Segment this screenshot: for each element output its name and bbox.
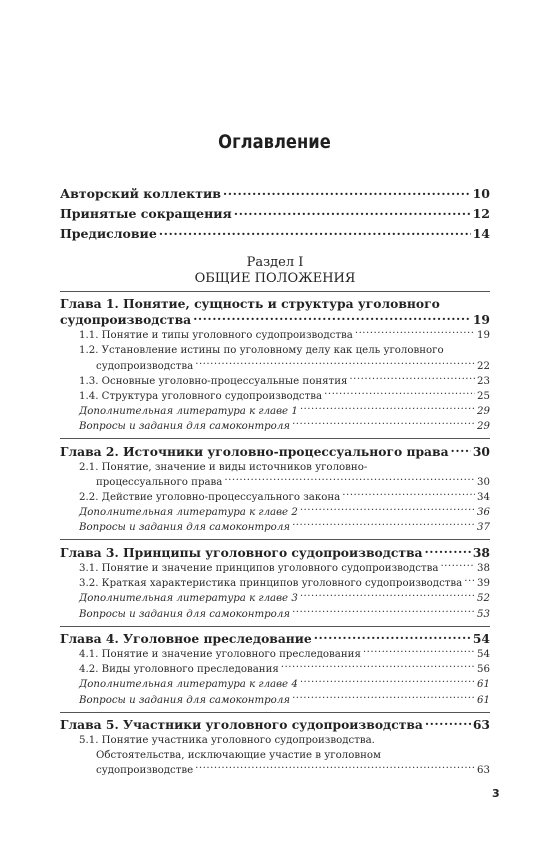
chapter-title-line: судопроизводства xyxy=(60,312,192,328)
toc-item[interactable] xyxy=(60,733,490,778)
entry-page: 12 xyxy=(472,205,490,221)
entry-text: Принятые сокращения xyxy=(60,205,232,221)
item-page: 29 xyxy=(477,406,490,418)
item-text: 4.1. Понятие и значение уголовного преследования xyxy=(79,649,361,660)
item-page: 39 xyxy=(477,578,490,590)
front-entry[interactable] xyxy=(60,205,490,225)
chapter-page: 63 xyxy=(472,716,490,732)
toc-item[interactable] xyxy=(60,490,490,505)
leader-dots xyxy=(355,328,475,338)
item-page: 37 xyxy=(477,522,490,534)
leader-dots xyxy=(349,374,475,384)
toc-item[interactable] xyxy=(60,647,490,662)
leader-dots xyxy=(425,544,471,556)
item-text: 3.1. Понятие и значение принципов уголовного судопроизводства xyxy=(79,562,439,574)
chapter-block xyxy=(60,296,490,434)
toc-item[interactable] xyxy=(60,328,490,343)
leader-dots xyxy=(159,225,471,238)
item-text: Вопросы и задания для самоконтроля xyxy=(79,522,291,534)
chapter-title[interactable] xyxy=(60,631,490,647)
item-text: 5.1. Понятие участника уголовного судопроизводства. xyxy=(79,734,375,746)
item-text: Дополнительная литература к главе 1 xyxy=(79,406,298,418)
toc-item[interactable] xyxy=(60,374,490,389)
leader-dots xyxy=(300,404,475,414)
entry-page: 10 xyxy=(472,185,490,201)
toc-item[interactable] xyxy=(60,561,490,576)
section-label: Раздел I xyxy=(246,255,304,270)
item-text: 4.2. Виды уголовного преследования xyxy=(79,664,279,676)
item-page: 54 xyxy=(477,649,490,660)
item-text: 1.1. Понятие и типы уголовного судопроизводства xyxy=(79,330,353,342)
toc-item[interactable] xyxy=(60,404,490,419)
item-text: Вопросы и задания для самоконтроля xyxy=(79,608,291,620)
item-page: 19 xyxy=(477,330,490,342)
divider xyxy=(60,438,490,439)
chapter-title[interactable] xyxy=(60,443,490,459)
item-page: 56 xyxy=(477,664,490,676)
leader-dots xyxy=(300,591,475,601)
item-page: 38 xyxy=(477,562,490,574)
divider xyxy=(60,626,490,627)
chapter-page: 30 xyxy=(472,443,490,459)
item-page: 61 xyxy=(477,694,490,706)
page-number: 3 xyxy=(492,787,500,800)
item-text: Дополнительная литература к главе 4 xyxy=(79,679,298,691)
toc-item[interactable] xyxy=(60,505,490,520)
leader-dots xyxy=(440,561,475,571)
item-text-cont: судопроизводства xyxy=(96,360,194,372)
leader-dots xyxy=(300,505,475,515)
item-page: 29 xyxy=(477,421,490,433)
chapter-page: 38 xyxy=(472,544,490,560)
chapter-title-line: Глава 2. Источники уголовно-процессуального права xyxy=(60,443,449,459)
divider xyxy=(60,712,490,713)
item-text-cont: судопроизводстве xyxy=(96,765,194,777)
entry-page: 14 xyxy=(472,225,490,241)
leader-dots xyxy=(234,205,471,218)
front-matter xyxy=(60,185,490,245)
item-page: 52 xyxy=(477,593,490,605)
leader-dots xyxy=(292,520,475,530)
chapter-title-line: Глава 5. Участники уголовного судопроизводства xyxy=(60,716,423,732)
item-text: Дополнительная литература к главе 3 xyxy=(79,593,298,605)
leader-dots xyxy=(464,576,475,586)
item-text: 2.2. Действие уголовно-процессуального закона xyxy=(79,492,341,504)
leader-dots xyxy=(300,677,475,687)
section-heading xyxy=(60,255,490,287)
item-page: 34 xyxy=(477,492,490,504)
chapter-block xyxy=(60,717,490,778)
toc-item[interactable] xyxy=(60,606,490,621)
leader-dots xyxy=(292,692,475,702)
toc-item[interactable] xyxy=(60,662,490,677)
chapter-title[interactable] xyxy=(60,544,490,560)
item-page: 53 xyxy=(477,608,490,620)
divider xyxy=(60,539,490,540)
item-text: 2.1. Понятие, значение и виды источников уголовно- xyxy=(79,461,368,473)
section-name: ОБЩИЕ ПОЛОЖЕНИЯ xyxy=(194,271,356,286)
leader-dots xyxy=(314,631,471,643)
item-page: 22 xyxy=(477,360,490,372)
chapter-title-line: Глава 1. Понятие, сущность и структура уголовного xyxy=(60,296,440,311)
chapter-block xyxy=(60,544,490,621)
leader-dots xyxy=(281,662,475,672)
toc-item[interactable] xyxy=(60,677,490,692)
toc-item[interactable] xyxy=(60,692,490,707)
toc-item[interactable] xyxy=(60,460,490,490)
toc-item[interactable] xyxy=(60,343,490,373)
item-page: 63 xyxy=(477,765,490,777)
toc-title: Оглавление xyxy=(218,131,331,153)
toc-item[interactable] xyxy=(60,576,490,591)
leader-dots xyxy=(193,312,471,324)
leader-dots xyxy=(224,475,475,485)
item-page: 23 xyxy=(477,375,490,387)
front-entry[interactable] xyxy=(60,225,490,245)
chapter-title[interactable] xyxy=(60,296,490,328)
front-entry[interactable] xyxy=(60,185,490,205)
item-text: 1.4. Структура уголовного судопроизводства xyxy=(79,391,323,403)
chapter-title-line: Глава 4. Уголовное преследование xyxy=(60,630,312,646)
item-text-cont: процессуального права xyxy=(96,476,223,488)
item-page: 36 xyxy=(477,507,490,519)
chapter-page: 54 xyxy=(472,630,490,646)
toc-item[interactable] xyxy=(60,419,490,434)
item-text: Вопросы и задания для самоконтроля xyxy=(79,694,291,706)
table-of-contents xyxy=(60,185,490,778)
leader-dots xyxy=(324,389,475,399)
item-text-cont: Обстоятельства, исключающие участие в уголовном xyxy=(96,749,381,761)
leader-dots xyxy=(195,358,475,368)
leader-dots xyxy=(363,647,475,657)
leader-dots xyxy=(342,490,475,500)
chapter-block xyxy=(60,443,490,535)
leader-dots xyxy=(425,717,471,729)
entry-text: Предисловие xyxy=(60,225,157,241)
chapter-title-line: Глава 3. Принципы уголовного судопроизводства xyxy=(60,544,423,560)
leader-dots xyxy=(292,419,475,429)
leader-dots xyxy=(195,763,475,773)
item-text: 1.2. Установление истины по уголовному делу как цель уголовного xyxy=(79,345,444,357)
item-text: Вопросы и задания для самоконтроля xyxy=(79,421,291,433)
divider xyxy=(60,291,490,292)
chapter-page: 19 xyxy=(472,312,490,328)
item-text: 1.3. Основные уголовно-процессуальные понятия xyxy=(79,375,348,387)
item-page: 25 xyxy=(477,391,490,403)
entry-text: Авторский коллектив xyxy=(60,185,221,201)
item-page: 61 xyxy=(477,679,490,691)
leader-dots xyxy=(451,443,471,455)
toc-item[interactable] xyxy=(60,520,490,535)
chapter-block xyxy=(60,631,490,708)
toc-item[interactable] xyxy=(60,591,490,606)
item-text: Дополнительная литература к главе 2 xyxy=(79,507,298,519)
leader-dots xyxy=(223,185,471,198)
toc-item[interactable] xyxy=(60,389,490,404)
item-text: 3.2. Краткая характеристика принципов уголовного судопроизводства xyxy=(79,578,463,590)
leader-dots xyxy=(292,606,475,616)
chapter-title[interactable] xyxy=(60,717,490,733)
item-page: 30 xyxy=(477,476,490,488)
